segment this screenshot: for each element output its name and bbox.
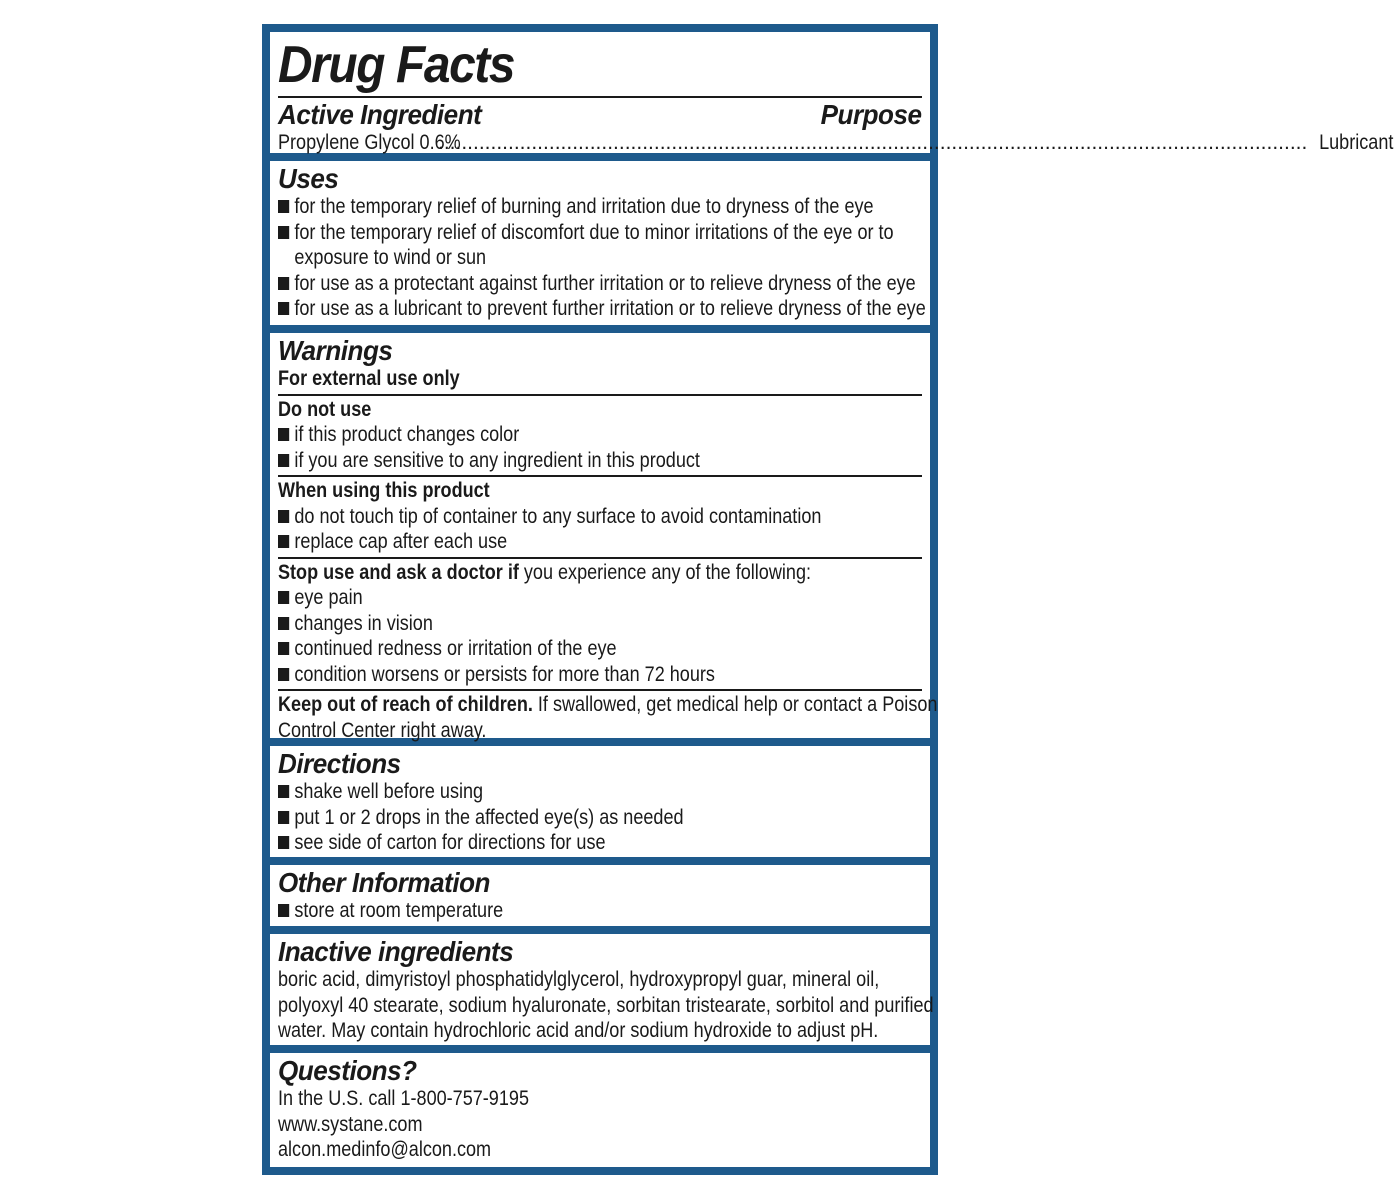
warnings-heading: Warnings <box>278 335 393 366</box>
uses-list <box>278 194 926 322</box>
bullet-icon <box>278 454 289 467</box>
list-item: for the temporary relief of burning and irritation due to dryness of the eye <box>278 194 920 220</box>
bullet-icon <box>278 510 289 523</box>
drug-facts-panel <box>262 24 1394 1175</box>
divider <box>278 96 922 98</box>
drug-facts-title: Drug Facts <box>278 36 515 94</box>
list-item: put 1 or 2 drops in the affected eye(s) as needed <box>278 805 920 831</box>
bullet-icon <box>278 277 289 290</box>
list-item: continued redness or irritation of the eye <box>278 636 920 662</box>
external-use-label: For external use only <box>278 367 460 390</box>
directions-list <box>278 779 920 856</box>
when-using-list <box>278 504 920 555</box>
divider <box>278 689 922 691</box>
bullet-icon <box>278 836 289 849</box>
bullet-icon <box>278 668 289 681</box>
bullet-icon <box>278 904 289 917</box>
keep-out-bold: Keep out of reach of children. <box>278 693 533 716</box>
uses-heading: Uses <box>278 163 339 194</box>
uses-box <box>270 161 930 325</box>
active-ingredient-row <box>278 130 1394 155</box>
divider <box>278 557 922 559</box>
questions-heading: Questions? <box>278 1055 417 1086</box>
list-item: store at room temperature <box>278 898 920 924</box>
directions-box <box>270 746 930 857</box>
drug-facts-header-box <box>270 32 1394 154</box>
keep-out-line-2: Control Center right away. <box>278 718 487 742</box>
other-information-box <box>270 865 930 926</box>
stop-use-list <box>278 585 920 687</box>
purpose-heading: Purpose <box>821 99 922 130</box>
bullet-icon <box>278 811 289 824</box>
bullet-icon <box>278 535 289 548</box>
list-item: for use as a lubricant to prevent further irritation or to relieve dryness of the eye <box>278 296 920 322</box>
bullet-icon <box>278 617 289 630</box>
directions-heading: Directions <box>278 748 401 779</box>
do-not-use-list <box>278 422 920 473</box>
bullet-icon <box>278 226 289 239</box>
inactive-ingredients-text <box>278 967 934 1044</box>
list-item: shake well before using <box>278 779 920 805</box>
text-line: water. May contain hydrochloric acid and/or sodium hydroxide to adjust pH. <box>278 1019 879 1042</box>
list-item: see side of carton for directions for use <box>278 830 920 856</box>
other-information-list <box>278 898 920 924</box>
stop-use-line <box>278 560 920 586</box>
stop-use-bold: Stop use and ask a doctor if <box>278 560 519 584</box>
inactive-ingredients-heading: Inactive ingredients <box>278 936 514 967</box>
bullet-icon <box>278 302 289 315</box>
bullet-icon <box>278 785 289 798</box>
list-item: if this product changes color <box>278 422 920 448</box>
inactive-ingredients-box <box>270 934 934 1045</box>
when-using-heading: When using this product <box>278 479 490 502</box>
bullet-icon <box>278 642 289 655</box>
stop-use-text: you experience any of the following: <box>518 560 812 584</box>
list-item: if you are sensitive to any ingredient in this product <box>278 448 920 474</box>
active-ingredient-header-row <box>278 100 922 130</box>
website-link: www.systane.com <box>278 1112 423 1136</box>
active-ingredient-purpose: Lubricant <box>1319 131 1394 154</box>
active-ingredient-name: Propylene Glycol 0.6% <box>278 131 461 154</box>
bullet-icon <box>278 428 289 441</box>
bullet-icon <box>278 591 289 604</box>
list-item: replace cap after each use <box>278 529 920 555</box>
bullet-icon <box>278 200 289 213</box>
list-item: for the temporary relief of discomfort due to minor irritations of the eye or to <box>278 220 920 246</box>
text-line: boric acid, dimyristoyl phosphatidylglycerol, hydroxypropyl guar, mineral oil, <box>278 968 880 991</box>
questions-contact <box>278 1086 920 1163</box>
list-item-continuation: exposure to wind or sun <box>294 246 487 269</box>
list-item: condition worsens or persists for more than 72 hours <box>278 662 920 688</box>
list-item: do not touch tip of container to any surface to avoid contamination <box>278 504 920 530</box>
other-information-heading: Other Information <box>278 867 490 898</box>
do-not-use-heading: Do not use <box>278 397 372 421</box>
list-item: eye pain <box>278 585 920 611</box>
list-item: changes in vision <box>278 611 920 637</box>
divider <box>278 394 922 396</box>
phone-number: In the U.S. call 1-800-757-9195 <box>278 1087 529 1110</box>
text-line: polyoxyl 40 stearate, sodium hyaluronate, sorbitan tristearate, sorbitol and purified <box>278 993 934 1017</box>
questions-box <box>270 1053 930 1167</box>
warnings-box <box>270 333 938 742</box>
active-ingredient-heading: Active Ingredient <box>278 99 482 130</box>
dot-leader: ..................................................................................................................................................... <box>438 131 1308 154</box>
email-address: alcon.medinfo@alcon.com <box>278 1138 492 1161</box>
list-item: for use as a protectant against further irritation or to relieve dryness of the eye <box>278 271 920 297</box>
divider <box>278 475 922 477</box>
keep-out-line-1: Keep out of reach of children. If swallowed, get medical help or contact a Poison <box>278 693 938 716</box>
